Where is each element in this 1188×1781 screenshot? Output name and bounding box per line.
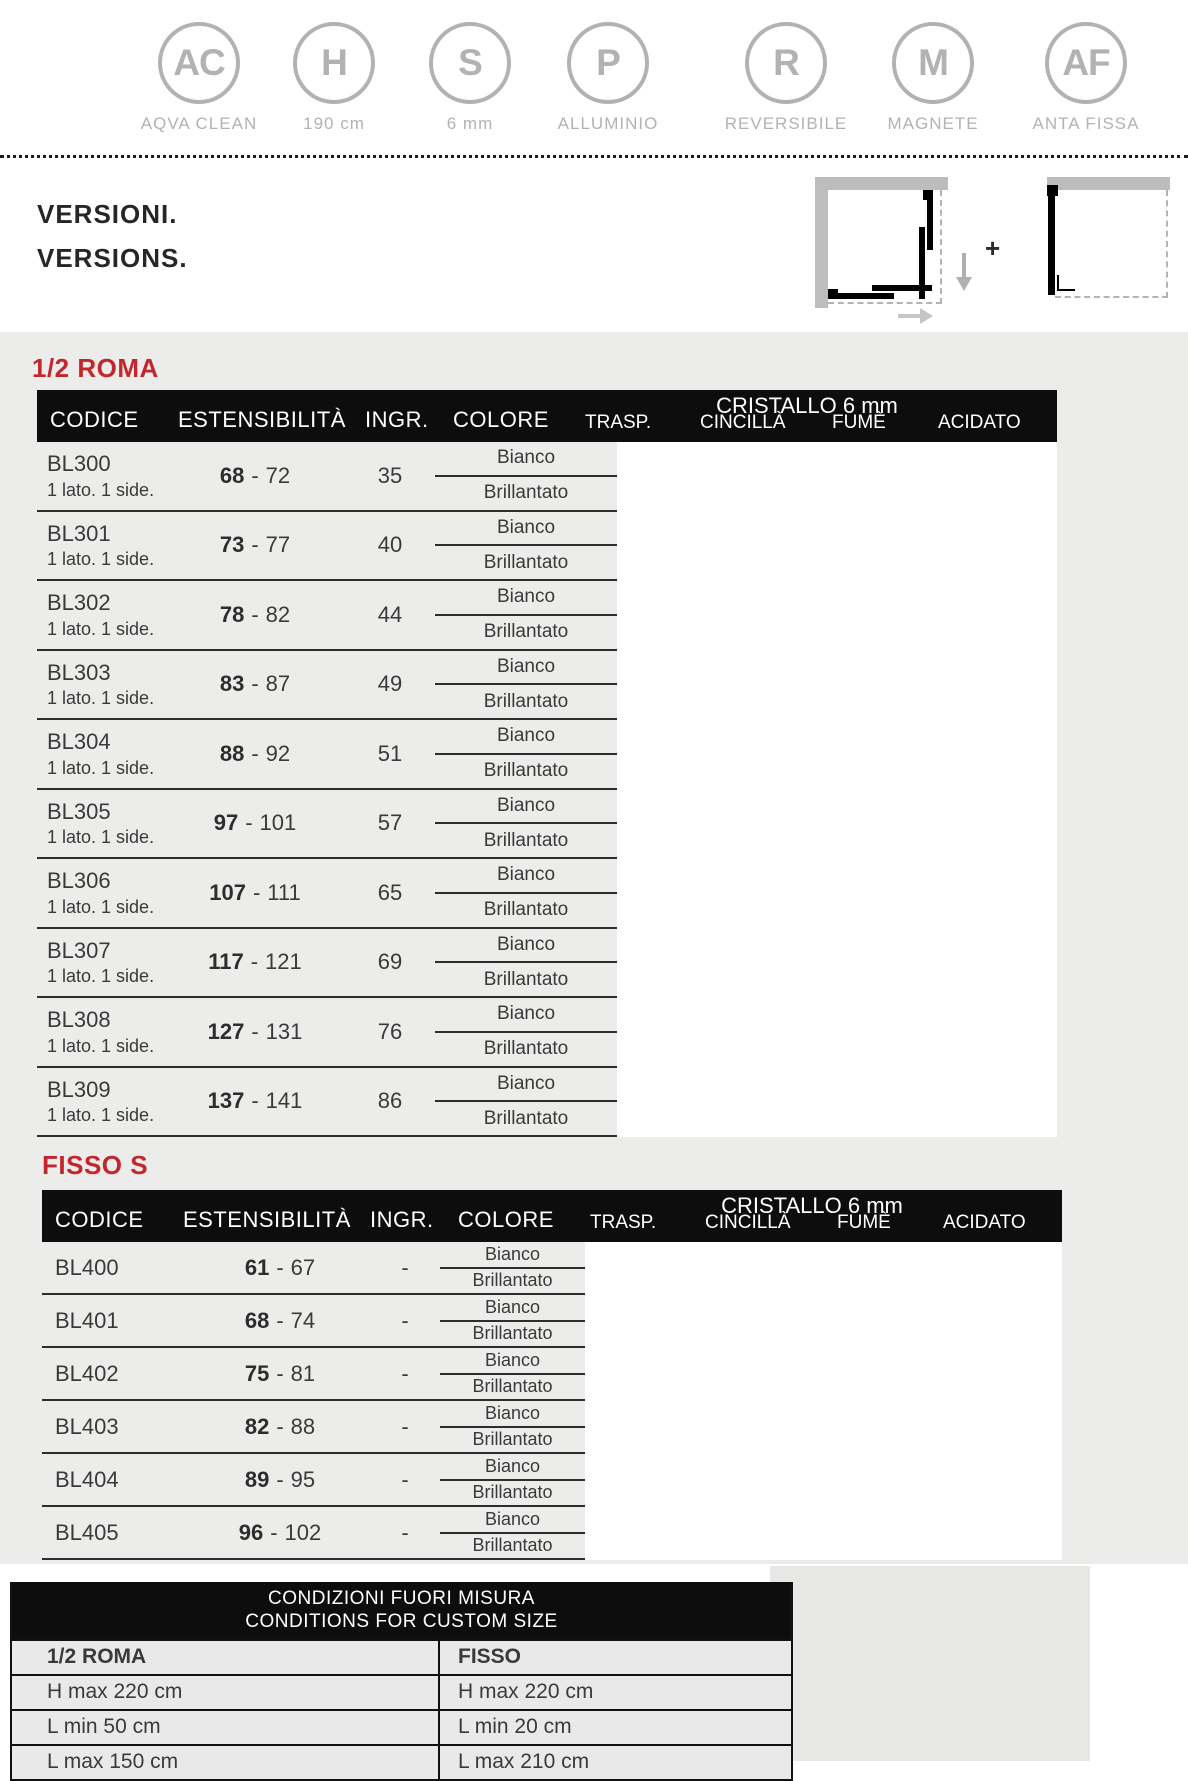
ingr-value: 65: [377, 879, 403, 905]
ext-min: 117: [208, 949, 244, 975]
product-side-note: 1 lato. 1 side.: [47, 966, 155, 987]
color-option: Bianco: [435, 929, 617, 964]
ext-max: 81: [290, 1360, 316, 1386]
arrow-stem: [962, 253, 966, 277]
product-code: BL307: [47, 937, 111, 963]
ingr-value: 49: [377, 671, 403, 697]
feature-label: 190 cm: [303, 114, 365, 133]
arrow-down-icon: [956, 253, 972, 293]
product-side-note: 1 lato. 1 side.: [47, 549, 155, 570]
codice-cell: [37, 660, 165, 709]
fixed-panel: [1048, 187, 1055, 295]
ext-max: 131: [265, 1018, 303, 1044]
estensibilita-cell: [165, 671, 345, 697]
ingr-value: -: [401, 1466, 409, 1492]
feature-abbr: S: [458, 42, 482, 83]
table-row: [42, 1507, 585, 1560]
color-option: Bianco: [435, 512, 617, 547]
column-header-colore: COLORE: [453, 407, 549, 432]
product-code: BL301: [47, 520, 111, 546]
ext-min: 78: [219, 601, 245, 627]
column-header-trasp: TRASP.: [585, 412, 652, 433]
door-hinge: [923, 190, 933, 200]
ext-separator: -: [276, 1360, 284, 1386]
estensibilita-cell: [190, 1361, 370, 1387]
estensibilita-cell: [190, 1255, 370, 1281]
ext-min: 88: [219, 740, 245, 766]
table-row: [37, 720, 617, 790]
ingr-value: -: [401, 1307, 409, 1333]
column-header-estensibilita: ESTENSIBILITÀ: [178, 407, 346, 432]
column-header-trasp: TRASP.: [590, 1212, 657, 1233]
estensibilita-cell: [165, 602, 345, 628]
product-code: BL400: [55, 1254, 119, 1280]
ext-separator: -: [251, 1018, 259, 1044]
ingr-value: -: [401, 1519, 409, 1545]
ext-separator: -: [251, 1088, 259, 1114]
color-option: Brillantato: [483, 829, 569, 851]
versions-title-it: VERSIONI.: [37, 199, 178, 229]
ext-separator: -: [251, 740, 259, 766]
estensibilita-cell: [165, 880, 345, 906]
color-option: Bianco: [435, 1068, 617, 1103]
product-side-note: 1 lato. 1 side.: [47, 827, 155, 848]
color-option: Brillantato: [483, 760, 569, 782]
product-code: BL401: [55, 1307, 119, 1333]
feature-circle-icon: [892, 22, 974, 104]
custom-size-row: [12, 1744, 791, 1779]
roma-section-title: 1/2 ROMA: [32, 353, 159, 383]
ext-min: 89: [244, 1466, 270, 1492]
ext-max: 95: [290, 1466, 316, 1492]
feature-abbr: R: [773, 42, 799, 83]
column-header-fume: FUMÈ: [837, 1212, 891, 1233]
ext-min: 61: [244, 1254, 270, 1280]
fisso-price-area: [585, 1242, 1062, 1560]
color-option: Bianco: [440, 1507, 585, 1534]
product-side-note: 1 lato. 1 side.: [47, 1035, 155, 1056]
wall-top: [815, 177, 948, 190]
ingr-value: -: [401, 1413, 409, 1439]
codice-cell: [37, 451, 165, 500]
codice-cell: [37, 1007, 165, 1056]
table-row: [42, 1348, 585, 1401]
colore-cell: [435, 512, 617, 580]
color-option: Brillantato: [472, 1535, 553, 1556]
table-row: [42, 1454, 585, 1507]
table-row: [42, 1401, 585, 1454]
color-option: Bianco: [440, 1242, 585, 1269]
ext-max: 72: [265, 462, 291, 488]
product-code: BL404: [55, 1466, 119, 1492]
versions-heading: [37, 192, 188, 280]
column-header-estensibilita: ESTENSIBILITÀ: [183, 1207, 351, 1232]
custom-size-value-roma: H max 220 cm: [47, 1680, 183, 1703]
custom-size-value-roma: L min 50 cm: [47, 1715, 161, 1738]
ext-min: 82: [244, 1413, 270, 1439]
product-code: BL300: [47, 451, 111, 477]
ingr-value: 51: [377, 740, 403, 766]
feature-circle-icon: [158, 22, 240, 104]
product-side-note: 1 lato. 1 side.: [47, 896, 155, 917]
column-group-cristallo: CRISTALLO 6 mm: [721, 1193, 903, 1218]
ext-min: 68: [244, 1307, 270, 1333]
column-header-codice: CODICE: [50, 407, 139, 432]
roma-table-rows: [37, 442, 617, 1137]
table-row: [42, 1295, 585, 1348]
colore-cell: [440, 1295, 585, 1346]
feature-label: AQVA CLEAN: [140, 114, 258, 133]
colore-cell: [435, 651, 617, 719]
color-option: Brillantato: [483, 968, 569, 990]
color-option: Bianco: [440, 1454, 585, 1481]
ext-min: 107: [209, 879, 246, 905]
estensibilita-cell: [190, 1414, 370, 1440]
codice-cell: [42, 1255, 190, 1280]
color-option: Brillantato: [472, 1270, 553, 1291]
feature-label: ALLUMINIO: [557, 114, 659, 133]
ext-min: 97: [213, 810, 239, 836]
ext-separator: -: [251, 671, 259, 697]
ext-max: 74: [290, 1307, 316, 1333]
ext-max: 82: [265, 601, 291, 627]
feature-label: REVERSIBILE: [724, 114, 848, 133]
feature-circle-icon: [293, 22, 375, 104]
colore-cell: [440, 1401, 585, 1452]
roma-price-area: [617, 442, 1057, 1137]
ext-separator: -: [276, 1307, 284, 1333]
codice-cell: [37, 868, 165, 917]
ext-separator: -: [250, 949, 259, 975]
product-code: BL302: [47, 590, 111, 616]
product-code: BL306: [47, 868, 111, 894]
custom-size-body: [12, 1674, 791, 1779]
color-option: Brillantato: [483, 899, 569, 921]
column-header-acidato: ACIDATO: [943, 1212, 1026, 1233]
feature-abbr: AF: [1062, 42, 1110, 83]
ingr-value: 44: [377, 601, 403, 627]
codice-cell: [42, 1520, 190, 1545]
estensibilita-cell: [165, 1088, 345, 1114]
fisso-table-header: [42, 1190, 1062, 1242]
custom-size-title-en: CONDITIONS FOR CUSTOM SIZE: [245, 1611, 558, 1632]
product-code: BL309: [47, 1076, 111, 1102]
wall-left: [815, 177, 828, 308]
ingr-value: 86: [377, 1088, 403, 1114]
table-row: [37, 998, 617, 1068]
product-code: BL303: [47, 659, 111, 685]
ext-separator: -: [276, 1413, 284, 1439]
color-option: Bianco: [435, 998, 617, 1033]
color-option: Bianco: [435, 720, 617, 755]
custom-size-value-fisso: L min 20 cm: [438, 1711, 791, 1744]
estensibilita-cell: [190, 1308, 370, 1334]
table-row: [37, 581, 617, 651]
ingr-value: 40: [377, 532, 403, 558]
codice-cell: [37, 1077, 165, 1126]
estensibilita-cell: [165, 741, 345, 767]
corner-mark: [1057, 275, 1075, 291]
colore-cell: [440, 1242, 585, 1293]
feature-badge: [1011, 22, 1161, 134]
ingr-value: -: [401, 1360, 409, 1386]
feature-label: ANTA FISSA: [1032, 114, 1140, 133]
ext-separator: -: [245, 810, 253, 836]
product-code: BL403: [55, 1413, 119, 1439]
sliding-door-diagram: [815, 177, 948, 308]
custom-size-row: [12, 1674, 791, 1709]
feature-abbr: M: [918, 42, 948, 83]
ingr-value: 57: [377, 810, 403, 836]
ext-separator: -: [252, 879, 261, 905]
color-option: Brillantato: [472, 1482, 553, 1503]
color-option: Bianco: [435, 790, 617, 825]
ext-separator: -: [276, 1254, 284, 1280]
table-row: [37, 512, 617, 582]
arrow-right-icon: [898, 308, 938, 324]
product-side-note: 1 lato. 1 side.: [47, 618, 155, 639]
roma-table-header: [37, 390, 1057, 442]
color-option: Brillantato: [483, 690, 569, 712]
ext-max: 121: [265, 949, 302, 975]
column-header-cincilla: CINCILLÀ: [705, 1212, 791, 1233]
color-option: Bianco: [435, 651, 617, 686]
ext-max: 141: [265, 1088, 303, 1114]
colore-cell: [440, 1507, 585, 1558]
column-header-colore: COLORE: [458, 1207, 554, 1232]
fisso-table-rows: [42, 1242, 585, 1560]
product-side-note: 1 lato. 1 side.: [47, 479, 155, 500]
color-option: Bianco: [440, 1401, 585, 1428]
panel-hinge: [1047, 185, 1058, 196]
product-side-note: 1 lato. 1 side.: [47, 1105, 155, 1126]
color-option: Brillantato: [472, 1429, 553, 1450]
custom-size-title-it: CONDIZIONI FUORI MISURA: [268, 1588, 535, 1609]
color-option: Bianco: [440, 1295, 585, 1322]
door-panel: [872, 285, 932, 291]
ext-min: 73: [219, 532, 245, 558]
colore-cell: [440, 1348, 585, 1399]
custom-size-value-fisso: L max 210 cm: [438, 1746, 791, 1779]
feature-badge: [259, 22, 409, 134]
colore-cell: [435, 1068, 617, 1136]
custom-size-header: [12, 1582, 791, 1639]
feature-badge: [711, 22, 861, 134]
product-code: BL304: [47, 729, 111, 755]
wall-top: [1047, 177, 1170, 190]
codice-cell: [37, 521, 165, 570]
table-row: [37, 1068, 617, 1138]
column-header-ingr: INGR.: [370, 1207, 434, 1232]
table-row: [42, 1242, 585, 1295]
colore-cell: [435, 998, 617, 1066]
colore-cell: [435, 929, 617, 997]
ext-max: 88: [290, 1413, 316, 1439]
door-panel: [832, 293, 894, 299]
colore-cell: [435, 442, 617, 510]
door-hinge: [828, 289, 838, 299]
color-option: Brillantato: [483, 621, 569, 643]
estensibilita-cell: [165, 532, 345, 558]
dotted-separator: [0, 155, 1188, 158]
colore-cell: [435, 720, 617, 788]
ext-max: 77: [265, 532, 291, 558]
color-option: Brillantato: [483, 482, 569, 504]
custom-size-table: [10, 1582, 793, 1781]
table-row: [37, 859, 617, 929]
color-option: Brillantato: [483, 1038, 569, 1060]
table-row: [37, 790, 617, 860]
feature-abbr: P: [596, 42, 620, 83]
ext-separator: -: [276, 1466, 284, 1492]
ext-min: 83: [219, 671, 245, 697]
estensibilita-cell: [190, 1520, 370, 1546]
table-row: [37, 929, 617, 999]
arrow-head: [956, 277, 972, 291]
ingr-value: 76: [377, 1018, 403, 1044]
fixed-panel-diagram: [1047, 177, 1170, 300]
custom-size-value-roma: L max 150 cm: [47, 1750, 179, 1773]
product-code: BL305: [47, 798, 111, 824]
product-code: BL402: [55, 1360, 119, 1386]
codice-cell: [42, 1361, 190, 1386]
gray-background-block: [770, 1566, 1090, 1761]
feature-circle-icon: [745, 22, 827, 104]
estensibilita-cell: [165, 949, 345, 975]
ext-max: 111: [267, 879, 301, 905]
ext-max: 101: [259, 810, 297, 836]
arrow-stem: [898, 314, 920, 318]
feature-badge: [858, 22, 1008, 134]
codice-cell: [42, 1467, 190, 1492]
feature-label: 6 mm: [446, 114, 494, 133]
product-code: BL405: [55, 1519, 119, 1545]
ext-separator: -: [270, 1519, 278, 1545]
ingr-value: -: [401, 1254, 409, 1280]
ext-min: 75: [244, 1360, 270, 1386]
estensibilita-cell: [190, 1467, 370, 1493]
feature-badge: [533, 22, 683, 134]
feature-abbr: H: [321, 42, 347, 83]
ext-max: 102: [284, 1519, 322, 1545]
feature-circle-icon: [429, 22, 511, 104]
column-header-acidato: ACIDATO: [938, 412, 1021, 433]
custom-size-row: [12, 1709, 791, 1744]
product-side-note: 1 lato. 1 side.: [47, 757, 155, 778]
color-option: Bianco: [435, 859, 617, 894]
codice-cell: [37, 938, 165, 987]
color-option: Brillantato: [472, 1376, 553, 1397]
ext-max: 67: [290, 1254, 316, 1280]
ingr-value: 35: [377, 462, 403, 488]
colore-cell: [435, 581, 617, 649]
colore-cell: [435, 859, 617, 927]
color-option: Brillantato: [483, 1107, 569, 1129]
ext-max: 92: [265, 740, 291, 766]
column-header-cincilla: CINCILLÀ: [700, 412, 786, 433]
custom-size-column-row: [12, 1639, 791, 1674]
product-code: BL308: [47, 1007, 111, 1033]
ext-separator: -: [251, 462, 259, 488]
color-option: Bianco: [440, 1348, 585, 1375]
ingr-value: 69: [377, 949, 403, 975]
custom-size-col-roma: 1/2 ROMA: [47, 1645, 147, 1668]
codice-cell: [42, 1414, 190, 1439]
table-row: [37, 442, 617, 512]
color-option: Bianco: [435, 442, 617, 477]
plus-sign: +: [985, 233, 1001, 263]
codice-cell: [37, 590, 165, 639]
ext-min: 68: [219, 462, 245, 488]
column-header-codice: CODICE: [55, 1207, 144, 1232]
estensibilita-cell: [165, 1019, 345, 1045]
feature-badge: [395, 22, 545, 134]
custom-size-value-fisso: H max 220 cm: [438, 1676, 791, 1709]
color-option: Brillantato: [483, 551, 569, 573]
feature-circle-icon: [1045, 22, 1127, 104]
custom-size-col-fisso: FISSO: [438, 1641, 791, 1674]
column-header-fume: FUMÈ: [832, 412, 886, 433]
fisso-section-title: FISSO S: [42, 1150, 149, 1180]
color-option: Bianco: [435, 581, 617, 616]
table-row: [37, 651, 617, 721]
ext-separator: -: [251, 532, 259, 558]
codice-cell: [37, 799, 165, 848]
column-header-ingr: INGR.: [365, 407, 429, 432]
feature-circle-icon: [567, 22, 649, 104]
product-side-note: 1 lato. 1 side.: [47, 688, 155, 709]
ext-min: 137: [207, 1088, 245, 1114]
ext-max: 87: [265, 671, 291, 697]
feature-abbr: AC: [173, 42, 225, 83]
codice-cell: [37, 729, 165, 778]
ext-min: 96: [238, 1519, 264, 1545]
ext-separator: -: [251, 601, 259, 627]
feature-label: MAGNETE: [887, 114, 979, 133]
arrow-head: [920, 308, 933, 324]
color-option: Brillantato: [472, 1323, 553, 1344]
colore-cell: [435, 790, 617, 858]
codice-cell: [42, 1308, 190, 1333]
estensibilita-cell: [165, 810, 345, 836]
versions-title-en: VERSIONS.: [37, 243, 188, 273]
door-panel: [927, 192, 933, 250]
ext-min: 127: [207, 1018, 245, 1044]
feature-badge: [124, 22, 274, 134]
column-group-cristallo: CRISTALLO 6 mm: [716, 393, 898, 418]
colore-cell: [440, 1454, 585, 1505]
estensibilita-cell: [165, 463, 345, 489]
